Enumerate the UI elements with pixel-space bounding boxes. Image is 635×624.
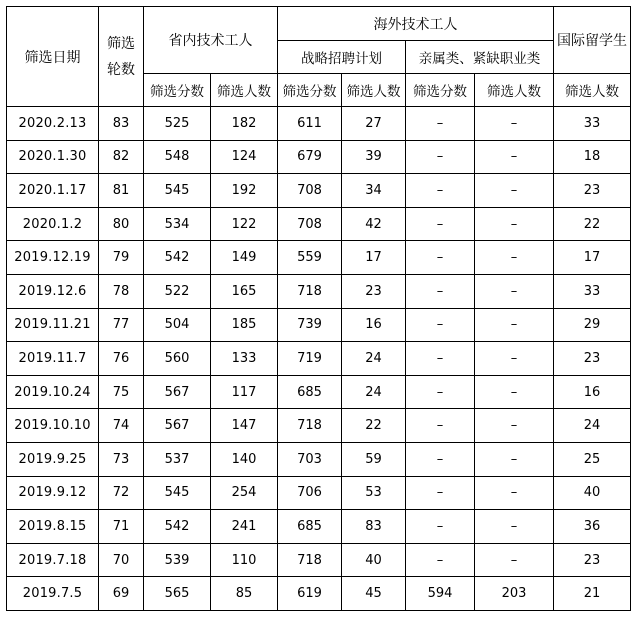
cell-relatives-score: –: [406, 409, 475, 443]
cell-international-count: 29: [554, 308, 631, 342]
cell-round: 76: [99, 342, 144, 376]
cell-strategic-count: 16: [342, 308, 406, 342]
cell-relatives-score: –: [406, 342, 475, 376]
cell-round: 80: [99, 207, 144, 241]
cell-provincial-count: 192: [211, 174, 278, 208]
cell-provincial-count: 124: [211, 140, 278, 174]
cell-round: 78: [99, 274, 144, 308]
cell-international-count: 23: [554, 342, 631, 376]
cell-relatives-score: –: [406, 107, 475, 141]
header-provincial: 省内技术工人: [144, 7, 278, 74]
cell-international-count: 36: [554, 510, 631, 544]
cell-strategic-score: 703: [278, 442, 342, 476]
cell-international-count: 21: [554, 577, 631, 611]
cell-date: 2019.10.24: [7, 375, 99, 409]
cell-strategic-count: 24: [342, 342, 406, 376]
cell-round: 75: [99, 375, 144, 409]
screening-results-table: [6, 6, 631, 611]
screening-table-wrapper: [6, 6, 631, 611]
cell-date: 2019.12.6: [7, 274, 99, 308]
cell-relatives-count: –: [475, 140, 554, 174]
header-relatives-score: 筛选分数: [406, 74, 475, 107]
cell-date: 2020.1.17: [7, 174, 99, 208]
cell-strategic-score: 718: [278, 274, 342, 308]
cell-round: 81: [99, 174, 144, 208]
header-overseas: 海外技术工人: [278, 7, 554, 41]
cell-relatives-score: –: [406, 174, 475, 208]
header-provincial-score: 筛选分数: [144, 74, 211, 107]
cell-round: 74: [99, 409, 144, 443]
table-row: [7, 409, 631, 443]
header-strategic-count: 筛选人数: [342, 74, 406, 107]
cell-relatives-score: 594: [406, 577, 475, 611]
cell-strategic-score: 739: [278, 308, 342, 342]
cell-provincial-score: 567: [144, 409, 211, 443]
header-strategic: 战略招聘计划: [278, 41, 406, 74]
cell-strategic-score: 685: [278, 375, 342, 409]
table-row: [7, 107, 631, 141]
cell-international-count: 33: [554, 274, 631, 308]
cell-round: 79: [99, 241, 144, 275]
cell-date: 2020.1.2: [7, 207, 99, 241]
table-row: [7, 375, 631, 409]
table-row: [7, 174, 631, 208]
table-row: [7, 308, 631, 342]
cell-relatives-count: –: [475, 274, 554, 308]
cell-strategic-count: 42: [342, 207, 406, 241]
cell-round: 77: [99, 308, 144, 342]
cell-strategic-count: 17: [342, 241, 406, 275]
cell-provincial-score: 545: [144, 174, 211, 208]
cell-date: 2019.7.5: [7, 577, 99, 611]
cell-date: 2020.1.30: [7, 140, 99, 174]
cell-date: 2020.2.13: [7, 107, 99, 141]
header-international-count: 筛选人数: [554, 74, 631, 107]
cell-provincial-score: 504: [144, 308, 211, 342]
cell-provincial-count: 241: [211, 510, 278, 544]
cell-relatives-score: –: [406, 510, 475, 544]
cell-strategic-count: 40: [342, 543, 406, 577]
cell-relatives-score: –: [406, 375, 475, 409]
cell-international-count: 33: [554, 107, 631, 141]
cell-strategic-count: 23: [342, 274, 406, 308]
cell-international-count: 18: [554, 140, 631, 174]
cell-provincial-score: 525: [144, 107, 211, 141]
cell-relatives-count: –: [475, 107, 554, 141]
cell-relatives-score: –: [406, 543, 475, 577]
cell-strategic-count: 24: [342, 375, 406, 409]
cell-strategic-count: 59: [342, 442, 406, 476]
cell-relatives-count: –: [475, 241, 554, 275]
cell-provincial-score: 542: [144, 510, 211, 544]
cell-strategic-score: 679: [278, 140, 342, 174]
cell-provincial-score: 522: [144, 274, 211, 308]
cell-date: 2019.7.18: [7, 543, 99, 577]
cell-relatives-score: –: [406, 274, 475, 308]
header-relatives: 亲属类、紧缺职业类: [406, 41, 554, 74]
cell-strategic-score: 718: [278, 409, 342, 443]
cell-international-count: 23: [554, 543, 631, 577]
cell-provincial-count: 185: [211, 308, 278, 342]
cell-relatives-count: –: [475, 442, 554, 476]
cell-relatives-count: –: [475, 207, 554, 241]
table-header: [7, 7, 631, 107]
cell-provincial-count: 182: [211, 107, 278, 141]
table-row: [7, 577, 631, 611]
table-row: [7, 342, 631, 376]
cell-strategic-score: 719: [278, 342, 342, 376]
cell-relatives-count: –: [475, 342, 554, 376]
cell-provincial-count: 165: [211, 274, 278, 308]
cell-strategic-score: 708: [278, 174, 342, 208]
cell-relatives-score: –: [406, 442, 475, 476]
cell-relatives-count: –: [475, 510, 554, 544]
cell-international-count: 17: [554, 241, 631, 275]
cell-relatives-score: –: [406, 241, 475, 275]
cell-provincial-score: 565: [144, 577, 211, 611]
cell-round: 83: [99, 107, 144, 141]
cell-date: 2019.12.19: [7, 241, 99, 275]
cell-provincial-count: 85: [211, 577, 278, 611]
cell-relatives-count: –: [475, 543, 554, 577]
table-row: [7, 442, 631, 476]
cell-provincial-score: 545: [144, 476, 211, 510]
table-row: [7, 241, 631, 275]
cell-relatives-score: –: [406, 308, 475, 342]
cell-provincial-score: 548: [144, 140, 211, 174]
cell-relatives-count: 203: [475, 577, 554, 611]
cell-strategic-score: 685: [278, 510, 342, 544]
cell-strategic-count: 22: [342, 409, 406, 443]
cell-round: 70: [99, 543, 144, 577]
cell-round: 71: [99, 510, 144, 544]
cell-provincial-count: 254: [211, 476, 278, 510]
cell-relatives-count: –: [475, 174, 554, 208]
cell-provincial-score: 542: [144, 241, 211, 275]
cell-international-count: 23: [554, 174, 631, 208]
cell-strategic-score: 559: [278, 241, 342, 275]
cell-date: 2019.9.25: [7, 442, 99, 476]
cell-relatives-score: –: [406, 476, 475, 510]
cell-strategic-score: 706: [278, 476, 342, 510]
cell-provincial-score: 537: [144, 442, 211, 476]
cell-strategic-score: 708: [278, 207, 342, 241]
cell-relatives-count: –: [475, 476, 554, 510]
cell-round: 69: [99, 577, 144, 611]
cell-provincial-count: 133: [211, 342, 278, 376]
header-strategic-score: 筛选分数: [278, 74, 342, 107]
table-body: [7, 107, 631, 611]
cell-strategic-count: 45: [342, 577, 406, 611]
table-row: [7, 140, 631, 174]
cell-strategic-count: 39: [342, 140, 406, 174]
table-row: [7, 543, 631, 577]
table-row: [7, 476, 631, 510]
cell-date: 2019.8.15: [7, 510, 99, 544]
table-row: [7, 274, 631, 308]
cell-strategic-score: 611: [278, 107, 342, 141]
cell-round: 82: [99, 140, 144, 174]
cell-international-count: 25: [554, 442, 631, 476]
cell-date: 2019.11.7: [7, 342, 99, 376]
cell-provincial-score: 560: [144, 342, 211, 376]
cell-provincial-score: 539: [144, 543, 211, 577]
cell-relatives-count: –: [475, 375, 554, 409]
cell-relatives-count: –: [475, 308, 554, 342]
cell-provincial-score: 534: [144, 207, 211, 241]
cell-international-count: 24: [554, 409, 631, 443]
cell-international-count: 22: [554, 207, 631, 241]
table-row: [7, 207, 631, 241]
cell-strategic-count: 27: [342, 107, 406, 141]
header-date: 筛选日期: [7, 7, 99, 107]
cell-international-count: 16: [554, 375, 631, 409]
cell-date: 2019.11.21: [7, 308, 99, 342]
cell-provincial-count: 117: [211, 375, 278, 409]
cell-provincial-score: 567: [144, 375, 211, 409]
cell-provincial-count: 110: [211, 543, 278, 577]
cell-strategic-score: 718: [278, 543, 342, 577]
cell-round: 73: [99, 442, 144, 476]
header-relatives-count: 筛选人数: [475, 74, 554, 107]
cell-relatives-count: –: [475, 409, 554, 443]
header-round: [99, 7, 144, 107]
cell-date: 2019.9.12: [7, 476, 99, 510]
cell-provincial-count: 122: [211, 207, 278, 241]
cell-round: 72: [99, 476, 144, 510]
header-provincial-count: 筛选人数: [211, 74, 278, 107]
table-row: [7, 510, 631, 544]
cell-strategic-count: 34: [342, 174, 406, 208]
cell-relatives-score: –: [406, 140, 475, 174]
cell-relatives-score: –: [406, 207, 475, 241]
cell-provincial-count: 140: [211, 442, 278, 476]
cell-date: 2019.10.10: [7, 409, 99, 443]
header-round-text: 筛选 轮数: [107, 35, 135, 78]
cell-strategic-count: 53: [342, 476, 406, 510]
cell-provincial-count: 147: [211, 409, 278, 443]
header-international: 国际留学生: [554, 7, 631, 74]
cell-international-count: 40: [554, 476, 631, 510]
cell-provincial-count: 149: [211, 241, 278, 275]
cell-strategic-score: 619: [278, 577, 342, 611]
cell-strategic-count: 83: [342, 510, 406, 544]
